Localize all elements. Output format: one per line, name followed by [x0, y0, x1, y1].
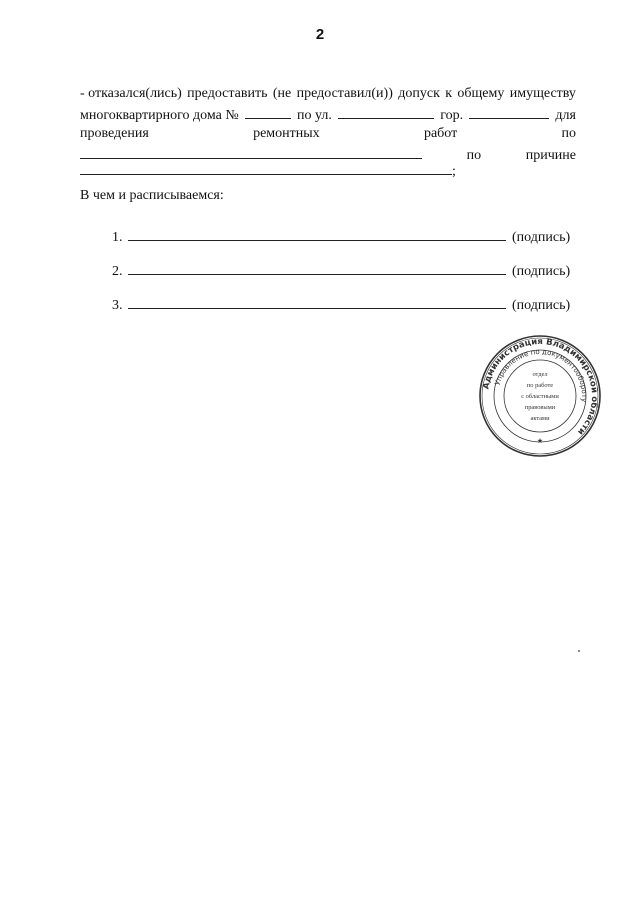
seal-center-line: с областными [521, 393, 559, 400]
text-for: для [555, 108, 576, 123]
word: имуществу [509, 86, 576, 101]
word: допуск [398, 86, 440, 101]
house-number-blank[interactable] [245, 104, 291, 119]
seal-inner-ring-text: Управление по документообороту [493, 347, 589, 403]
seal-outer-text: Администрация Владимирской области [481, 336, 600, 437]
scan-speck [578, 650, 580, 652]
text-city: гор. [440, 108, 464, 123]
paragraph-line-3 [80, 124, 576, 144]
text-po: по [466, 148, 482, 163]
word: - отказался(лись) [80, 86, 182, 101]
word: (не [272, 86, 292, 101]
seal-center-line: актами [530, 415, 550, 422]
word: предоставил(и)) [296, 86, 393, 101]
paragraph-line-5 [80, 160, 576, 180]
seal-center-line: правовыми [524, 404, 556, 411]
signature-label: (подпись) [512, 298, 571, 313]
page-number: 2 [315, 26, 325, 43]
reason-blank[interactable] [80, 160, 452, 175]
signature-number: 1. [112, 230, 123, 245]
signature-line[interactable] [128, 226, 506, 241]
word: ремонтных [253, 126, 320, 141]
word: предоставить [187, 86, 268, 101]
signatures-heading: В чем и расписываемся: [80, 188, 224, 203]
signature-line[interactable] [128, 260, 506, 275]
signature-number: 3. [112, 298, 123, 313]
official-seal-icon [478, 334, 602, 458]
signature-label: (подпись) [512, 264, 571, 279]
semicolon: ; [452, 164, 456, 179]
seal-center-line: отдел [532, 371, 548, 378]
seal-star-icon: ★ [536, 437, 544, 445]
signature-label: (подпись) [512, 230, 571, 245]
signature-row [112, 294, 582, 314]
signature-number: 2. [112, 264, 123, 279]
text-house: многоквартирного дома № [80, 108, 239, 123]
street-blank[interactable] [338, 104, 434, 119]
work-type-blank[interactable] [80, 144, 422, 159]
word: проведения [80, 126, 149, 141]
signature-row [112, 260, 582, 280]
text-street: по ул. [297, 108, 332, 123]
word: по [561, 126, 576, 141]
seal-center-line: по работе [526, 382, 554, 389]
word: работ [423, 126, 458, 141]
signature-line[interactable] [128, 294, 506, 309]
word: к [445, 86, 453, 101]
paragraph-line-2 [80, 104, 576, 124]
paragraph-line-1 [80, 84, 576, 104]
signature-row [112, 226, 582, 246]
city-blank[interactable] [469, 104, 549, 119]
word: общему [457, 86, 505, 101]
text-reason: причине [525, 148, 576, 163]
